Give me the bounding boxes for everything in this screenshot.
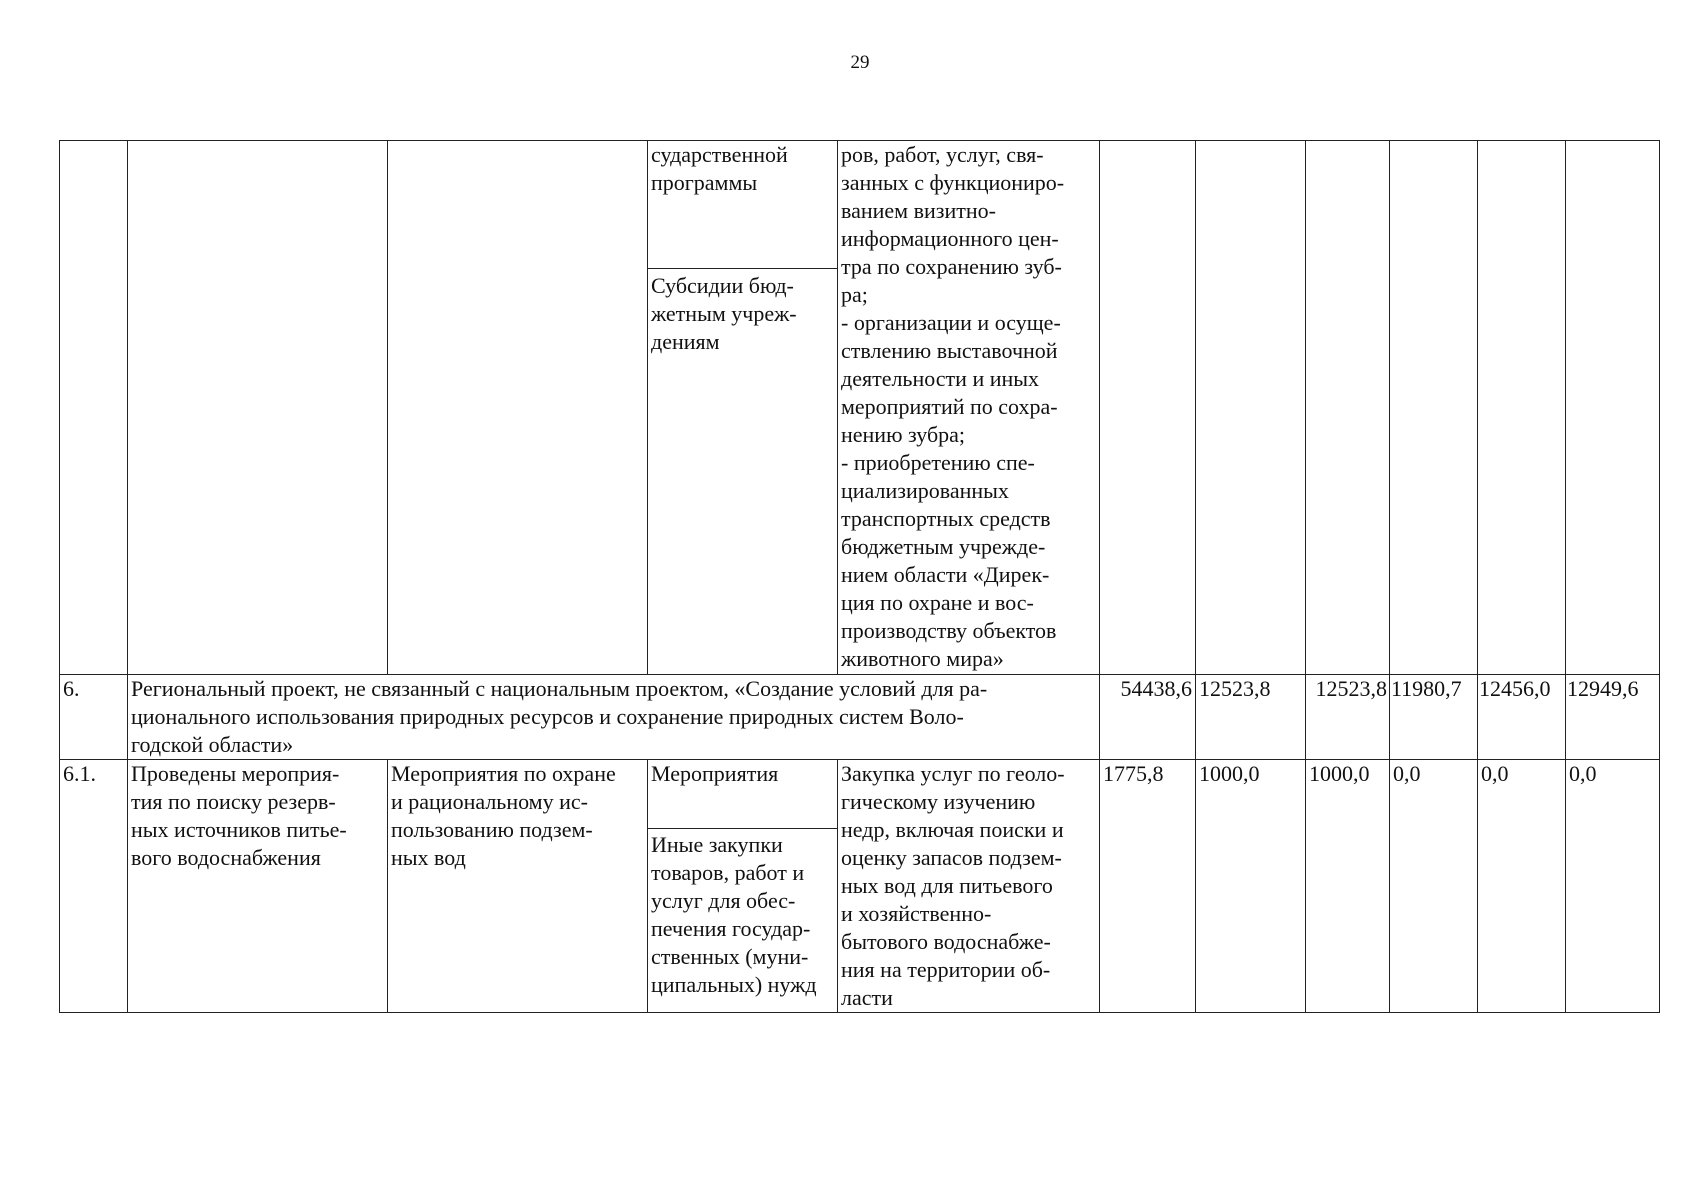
cell-value-2: [1196, 141, 1306, 675]
project-value-5: 12456,0: [1478, 675, 1566, 760]
project-value-1: 54438,6: [1100, 675, 1196, 760]
item-value-1: 1775,8: [1100, 760, 1196, 1013]
item-form-upper: Мероприятия: [648, 760, 838, 829]
item-value-6: 0,0: [1566, 760, 1660, 1013]
project-value-6: 12949,6: [1566, 675, 1660, 760]
project-value-3: 12523,8: [1306, 675, 1390, 760]
cell-value-5: [1478, 141, 1566, 675]
item-row-upper: [60, 760, 1660, 829]
cell-form-upper: сударственной программы: [648, 141, 838, 269]
project-value-4: 11980,7: [1390, 675, 1478, 760]
page-number: 29: [850, 52, 870, 73]
item-value-3: 1000,0: [1306, 760, 1390, 1013]
project-title: Региональный проект, не связанный с национальным проектом, «Создание условий для ра- ционального использования природных ресурсов и сохранение природных систем Воло- годской области»: [128, 675, 1100, 760]
funding-table: [59, 140, 1660, 1013]
item-measure: Мероприятия по охране и рациональному ис- пользованию подзем- ных вод: [388, 760, 648, 1013]
cell-value-3: [1306, 141, 1390, 675]
item-value-2: 1000,0: [1196, 760, 1306, 1013]
cell-measure: [388, 141, 648, 675]
item-value-4: 0,0: [1390, 760, 1478, 1013]
cell-result: [128, 141, 388, 675]
project-value-2: 12523,8: [1196, 675, 1306, 760]
item-value-5: 0,0: [1478, 760, 1566, 1013]
cell-number: [60, 141, 128, 675]
project-row: [60, 675, 1660, 760]
continuation-row-upper: [60, 141, 1660, 269]
cell-value-1: [1100, 141, 1196, 675]
item-number: 6.1.: [60, 760, 128, 1013]
cell-direction: ров, работ, услуг, свя- занных с функциониро- ванием визитно- информационного цен- тра по сохранению зуб- ра; - организации и осуще- ствлению выставочной деятельности и иных мероприятий по сохра- нению зубра; - приобретению спе- циализированных транспортных средств бюджетным учрежде- нием области «Дирек- ция по охране и вос- производству объектов животного мира»: [838, 141, 1100, 675]
cell-form-lower: Субсидии бюд- жетным учреж- дениям: [648, 269, 838, 675]
item-direction: Закупка услуг по геоло- гическому изучению недр, включая поиски и оценку запасов подзем- ных вод для питьевого и хозяйственно- бытового водоснабже- ния на территории об- ласти: [838, 760, 1100, 1013]
cell-value-4: [1390, 141, 1478, 675]
item-result: Проведены мероприя- тия по поиску резерв- ных источников питье- вого водоснабжения: [128, 760, 388, 1013]
project-number: 6.: [60, 675, 128, 760]
cell-value-6: [1566, 141, 1660, 675]
item-form-lower: Иные закупки товаров, работ и услуг для обес- печения государ- ственных (муни- ципальных) нужд: [648, 828, 838, 1012]
